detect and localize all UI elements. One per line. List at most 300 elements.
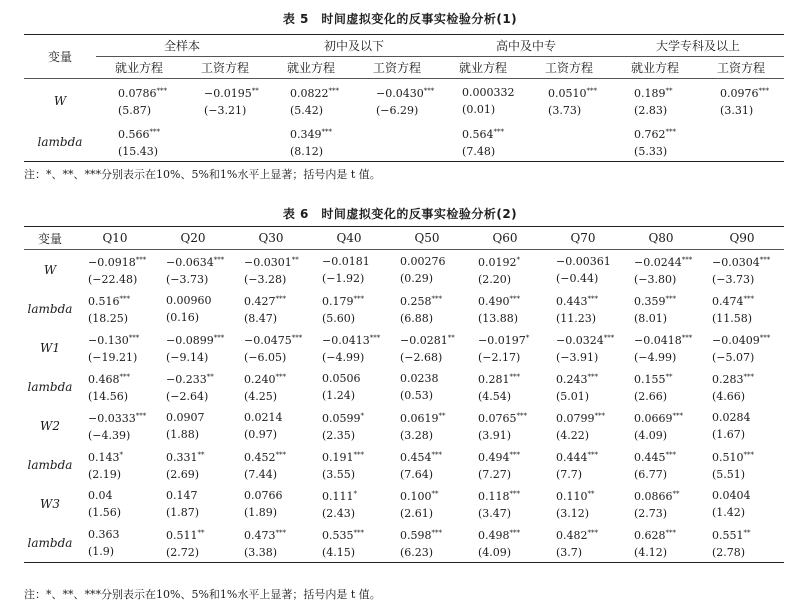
- coefficient-value: −0.233**: [166, 372, 214, 386]
- coefficient-value: −0.0409***: [712, 333, 771, 347]
- coefficient-value: 0.00960: [166, 293, 212, 307]
- table5-var-header: 变量: [24, 35, 96, 79]
- coefficient-value: 0.0866**: [634, 489, 680, 503]
- t-value: (1.88): [166, 427, 200, 441]
- t-value: (6.88): [400, 311, 434, 325]
- t-value: (13.88): [478, 311, 519, 325]
- table-cell: [232, 289, 310, 328]
- coefficient-value: −0.0418***: [634, 333, 693, 347]
- coefficient-value: 0.598***: [400, 528, 442, 542]
- t-value: (−3.73): [712, 272, 755, 286]
- coefficient-value: 0.566***: [118, 128, 160, 141]
- table-cell: [154, 367, 232, 406]
- t-value: (3.7): [556, 545, 583, 559]
- table-cell: [310, 289, 388, 328]
- coefficient-value: −0.0634***: [166, 255, 225, 269]
- coefficient-value: 0.427***: [244, 294, 286, 308]
- t-value: (−3.21): [204, 104, 247, 117]
- coefficient-value: 0.628***: [634, 528, 676, 542]
- column-header: Q20: [154, 227, 232, 250]
- table-cell: [232, 523, 310, 563]
- table-cell: [182, 120, 268, 162]
- table-cell: [388, 406, 466, 445]
- t-value: (7.7): [556, 467, 583, 481]
- coefficient-value: 0.762***: [634, 128, 677, 141]
- t-value: (6.23): [400, 545, 434, 559]
- t-value: (8.01): [634, 311, 668, 325]
- coefficient-value: 0.147: [166, 488, 198, 502]
- coefficient-value: 0.445***: [634, 450, 676, 464]
- table-cell: [700, 484, 784, 523]
- coefficient-value: 0.0599*: [322, 411, 364, 425]
- t-value: (4.15): [322, 545, 356, 559]
- column-header: Q70: [544, 227, 622, 250]
- coefficient-value: 0.179***: [322, 294, 364, 308]
- column-header: Q50: [388, 227, 466, 250]
- coefficient-value: −0.0181: [322, 254, 370, 268]
- t-value: (4.66): [712, 389, 746, 403]
- t-value: (−5.07): [712, 350, 755, 364]
- table-cell: [232, 367, 310, 406]
- coefficient-value: 0.0214: [244, 410, 283, 424]
- table-cell: [440, 120, 526, 162]
- table-cell: [466, 406, 544, 445]
- table-cell: [154, 328, 232, 367]
- coefficient-value: 0.0766: [244, 488, 283, 502]
- t-value: (5.51): [712, 467, 746, 481]
- t-value: (3.12): [556, 506, 590, 520]
- coefficient-value: 0.535***: [322, 528, 364, 542]
- t-value: (1.87): [166, 505, 200, 519]
- coefficient-value: 0.0786***: [118, 87, 167, 100]
- coefficient-value: 0.0799***: [556, 411, 605, 425]
- table-cell: [76, 484, 154, 523]
- coefficient-value: 0.359***: [634, 294, 676, 308]
- table-cell: [76, 445, 154, 484]
- table-cell: [154, 289, 232, 328]
- t-value: (3.31): [720, 104, 754, 117]
- t-value: (−3.28): [244, 272, 287, 286]
- table-cell: [622, 289, 700, 328]
- table-cell: [354, 79, 440, 121]
- table5-group-header: 高中及中专: [440, 35, 612, 57]
- coefficient-value: 0.243***: [556, 372, 598, 386]
- table-cell: [76, 250, 154, 290]
- t-value: (8.47): [244, 311, 278, 325]
- table5-subheader: 就业方程: [612, 57, 698, 79]
- table-cell: [526, 79, 612, 121]
- coefficient-value: 0.0404: [712, 488, 751, 502]
- coefficient-value: 0.258***: [400, 294, 442, 308]
- table-cell: [232, 445, 310, 484]
- table-cell: [622, 250, 700, 290]
- table-cell: [544, 406, 622, 445]
- coefficient-value: 0.0976***: [720, 87, 770, 100]
- coefficient-value: −0.0304***: [712, 255, 771, 269]
- coefficient-value: 0.0822***: [290, 87, 340, 100]
- table6-note: 注：*、**、***分别表示在10%、5%和1%水平上显著；括号内是 t 值。: [24, 588, 381, 601]
- coefficient-value: 0.0619**: [400, 411, 446, 425]
- table-cell: [76, 406, 154, 445]
- coefficient-value: 0.189**: [634, 87, 673, 100]
- table-row: [24, 289, 784, 328]
- t-value: (−6.29): [376, 104, 419, 117]
- table-cell: [182, 79, 268, 121]
- table-cell: [310, 250, 388, 290]
- table-cell: [440, 79, 526, 121]
- t-value: (1.89): [244, 505, 278, 519]
- coefficient-value: 0.511**: [166, 528, 205, 542]
- coefficient-value: 0.111*: [322, 489, 357, 503]
- coefficient-value: 0.510***: [712, 450, 754, 464]
- table5-group-header: 全样本: [96, 35, 268, 57]
- table-row: [24, 484, 784, 523]
- t-value: (−2.64): [166, 389, 209, 403]
- coefficient-value: 0.155**: [634, 372, 673, 386]
- t-value: (5.33): [634, 145, 668, 158]
- t-value: (8.12): [290, 145, 324, 158]
- coefficient-value: 0.0192*: [478, 255, 520, 269]
- t-value: (−1.92): [322, 271, 365, 285]
- coefficient-value: −0.0281**: [400, 333, 455, 347]
- table-cell: [466, 289, 544, 328]
- coefficient-value: 0.240***: [244, 372, 286, 386]
- t-value: (4.25): [244, 389, 278, 403]
- coefficient-value: 0.468***: [88, 372, 130, 386]
- coefficient-value: 0.494***: [478, 450, 520, 464]
- t-value: (2.78): [712, 545, 746, 559]
- table-cell: [466, 250, 544, 290]
- t-value: (4.22): [556, 428, 590, 442]
- row-label: W1: [40, 340, 60, 355]
- row-label: lambda: [37, 135, 83, 149]
- t-value: (2.69): [166, 467, 200, 481]
- coefficient-value: −0.0918***: [88, 255, 147, 269]
- t-value: (5.42): [290, 104, 324, 117]
- table-cell: [310, 523, 388, 563]
- coefficient-value: 0.04: [88, 488, 113, 502]
- table-cell: [76, 523, 154, 563]
- table5-caption: 表 5 时间虚拟变化的反事实检验分析(1): [282, 12, 518, 26]
- coefficient-value: 0.283***: [712, 372, 754, 386]
- table-cell: [310, 484, 388, 523]
- table-cell: [354, 120, 440, 162]
- table-cell: [544, 445, 622, 484]
- table-cell: [388, 367, 466, 406]
- t-value: (5.01): [556, 389, 590, 403]
- table-row: [24, 79, 784, 121]
- table-cell: [544, 367, 622, 406]
- table-cell: [232, 250, 310, 290]
- column-header: Q60: [466, 227, 544, 250]
- t-value: (−2.68): [400, 350, 443, 364]
- t-value: (5.87): [118, 104, 152, 117]
- table-cell: [526, 120, 612, 162]
- row-label: W: [43, 262, 57, 277]
- row-label: lambda: [27, 379, 73, 394]
- coefficient-value: 0.000332: [462, 86, 515, 99]
- column-header: Q10: [76, 227, 154, 250]
- t-value: (3.28): [400, 428, 434, 442]
- table-cell: [388, 289, 466, 328]
- table-row: [24, 406, 784, 445]
- t-value: (2.43): [322, 506, 356, 520]
- table-cell: [622, 328, 700, 367]
- coefficient-value: 0.191***: [322, 450, 364, 464]
- coefficient-value: 0.363: [88, 527, 120, 541]
- t-value: (2.19): [88, 467, 122, 481]
- t-value: (18.25): [88, 311, 129, 325]
- coefficient-value: −0.0197*: [478, 333, 530, 347]
- table5-subheader: 工资方程: [526, 57, 612, 79]
- table-cell: [544, 328, 622, 367]
- t-value: (2.61): [400, 506, 434, 520]
- coefficient-value: 0.143*: [88, 450, 123, 464]
- table-cell: [388, 328, 466, 367]
- table-cell: [310, 445, 388, 484]
- table-cell: [700, 250, 784, 290]
- t-value: (4.54): [478, 389, 512, 403]
- t-value: (7.64): [400, 467, 434, 481]
- t-value: (−4.99): [322, 350, 365, 364]
- row-label: lambda: [27, 535, 73, 550]
- t-value: (14.56): [88, 389, 129, 403]
- t-value: (−4.39): [88, 428, 131, 442]
- t-value: (−2.17): [478, 350, 521, 364]
- table-cell: [700, 406, 784, 445]
- coefficient-value: 0.0506: [322, 371, 361, 385]
- table-cell: [310, 367, 388, 406]
- t-value: (3.73): [548, 104, 582, 117]
- table-cell: [612, 79, 698, 121]
- t-value: (2.20): [478, 272, 512, 286]
- coefficient-value: 0.564***: [462, 128, 505, 141]
- coefficient-value: 0.349***: [290, 128, 333, 141]
- coefficient-value: 0.118***: [478, 489, 520, 503]
- table-cell: [76, 367, 154, 406]
- t-value: (−22.48): [88, 272, 138, 286]
- t-value: (4.12): [634, 545, 668, 559]
- row-label: lambda: [27, 457, 73, 472]
- table-cell: [310, 406, 388, 445]
- table-cell: [612, 120, 698, 162]
- table-cell: [698, 79, 784, 121]
- coefficient-value: −0.0475***: [244, 333, 303, 347]
- t-value: (1.67): [712, 427, 746, 441]
- table-cell: [700, 445, 784, 484]
- t-value: (−4.99): [634, 350, 677, 364]
- coefficient-value: 0.443***: [556, 294, 598, 308]
- table-cell: [154, 484, 232, 523]
- table-cell: [700, 328, 784, 367]
- coefficient-value: −0.0195**: [204, 87, 259, 100]
- table-cell: [544, 250, 622, 290]
- table-cell: [232, 406, 310, 445]
- coefficient-value: 0.516***: [88, 294, 130, 308]
- t-value: (−3.73): [166, 272, 209, 286]
- table5-subheader: 就业方程: [96, 57, 182, 79]
- t-value: (3.55): [322, 467, 356, 481]
- coefficient-value: −0.0413***: [322, 333, 381, 347]
- t-value: (11.23): [556, 311, 597, 325]
- table-cell: [700, 367, 784, 406]
- coefficient-value: 0.498***: [478, 528, 520, 542]
- table-row: [24, 120, 784, 162]
- coefficient-value: −0.130***: [88, 333, 140, 347]
- coefficient-value: 0.00276: [400, 254, 446, 268]
- coefficient-value: −0.0244***: [634, 255, 693, 269]
- coefficient-value: −0.00361: [556, 254, 611, 268]
- t-value: (5.60): [322, 311, 356, 325]
- table-cell: [466, 484, 544, 523]
- coefficient-value: 0.482***: [556, 528, 598, 542]
- t-value: (11.58): [712, 311, 753, 325]
- column-header: Q30: [232, 227, 310, 250]
- coefficient-value: 0.0765***: [478, 411, 527, 425]
- table-row: [24, 250, 784, 290]
- t-value: (1.9): [88, 544, 115, 558]
- t-value: (1.42): [712, 505, 746, 519]
- coefficient-value: −0.0333***: [88, 411, 147, 425]
- table-cell: [466, 523, 544, 563]
- t-value: (−19.21): [88, 350, 138, 364]
- table-cell: [698, 120, 784, 162]
- table-cell: [388, 523, 466, 563]
- coefficient-value: −0.0899***: [166, 333, 225, 347]
- table-cell: [544, 289, 622, 328]
- coefficient-value: 0.490***: [478, 294, 520, 308]
- table5-subheader: 就业方程: [268, 57, 354, 79]
- row-label: W2: [40, 418, 60, 433]
- t-value: (2.72): [166, 545, 200, 559]
- table-cell: [544, 484, 622, 523]
- table5-group-header: 大学专科及以上: [612, 35, 784, 57]
- table5-subheader: 工资方程: [698, 57, 784, 79]
- table-cell: [268, 120, 354, 162]
- table-cell: [76, 289, 154, 328]
- coefficient-value: 0.331**: [166, 450, 205, 464]
- coefficient-value: −0.0324***: [556, 333, 615, 347]
- t-value: (15.43): [118, 145, 159, 158]
- t-value: (6.77): [634, 467, 668, 481]
- t-value: (−9.14): [166, 350, 209, 364]
- t-value: (1.56): [88, 505, 122, 519]
- table-cell: [268, 79, 354, 121]
- t-value: (7.48): [462, 145, 496, 158]
- table-cell: [700, 523, 784, 563]
- t-value: (4.09): [634, 428, 668, 442]
- table5: [24, 34, 784, 162]
- table-cell: [622, 367, 700, 406]
- t-value: (4.09): [478, 545, 512, 559]
- table5-subheader: 工资方程: [182, 57, 268, 79]
- table5-subheader: 工资方程: [354, 57, 440, 79]
- table-cell: [700, 289, 784, 328]
- table-cell: [466, 445, 544, 484]
- table-cell: [154, 523, 232, 563]
- table-cell: [466, 367, 544, 406]
- coefficient-value: 0.0907: [166, 410, 205, 424]
- table6-var-header: 变量: [24, 227, 76, 250]
- t-value: (7.44): [244, 467, 278, 481]
- coefficient-value: 0.452***: [244, 450, 286, 464]
- column-header: Q90: [700, 227, 784, 250]
- t-value: (3.91): [478, 428, 512, 442]
- coefficient-value: −0.0301**: [244, 255, 299, 269]
- coefficient-value: 0.0238: [400, 371, 439, 385]
- table-cell: [544, 523, 622, 563]
- coefficient-value: 0.281***: [478, 372, 520, 386]
- t-value: (7.27): [478, 467, 512, 481]
- coefficient-value: 0.473***: [244, 528, 286, 542]
- t-value: (1.24): [322, 388, 356, 402]
- table-cell: [96, 120, 182, 162]
- table-cell: [232, 484, 310, 523]
- table5-group-header: 初中及以下: [268, 35, 440, 57]
- table-cell: [622, 406, 700, 445]
- table-cell: [622, 445, 700, 484]
- row-label: W3: [40, 496, 60, 511]
- table-cell: [388, 484, 466, 523]
- table6: [24, 226, 784, 563]
- t-value: (−0.44): [556, 271, 599, 285]
- t-value: (2.66): [634, 389, 668, 403]
- table-cell: [622, 523, 700, 563]
- coefficient-value: 0.100**: [400, 489, 439, 503]
- row-label: W: [53, 94, 67, 108]
- table-cell: [466, 328, 544, 367]
- coefficient-value: 0.0669***: [634, 411, 683, 425]
- coefficient-value: 0.551**: [712, 528, 751, 542]
- table-cell: [154, 250, 232, 290]
- t-value: (−3.91): [556, 350, 599, 364]
- table-cell: [622, 484, 700, 523]
- t-value: (2.73): [634, 506, 668, 520]
- table-cell: [232, 328, 310, 367]
- table-cell: [96, 79, 182, 121]
- t-value: (3.47): [478, 506, 512, 520]
- t-value: (3.38): [244, 545, 278, 559]
- row-label: lambda: [27, 301, 73, 316]
- table-cell: [388, 250, 466, 290]
- table-row: [24, 367, 784, 406]
- t-value: (0.29): [400, 271, 434, 285]
- column-header: Q80: [622, 227, 700, 250]
- t-value: (0.01): [462, 103, 496, 116]
- coefficient-value: 0.444***: [556, 450, 598, 464]
- coefficient-value: 0.0510***: [548, 87, 598, 100]
- t-value: (2.83): [634, 104, 668, 117]
- coefficient-value: 0.474***: [712, 294, 754, 308]
- t-value: (0.97): [244, 427, 278, 441]
- table-cell: [388, 445, 466, 484]
- coefficient-value: −0.0430***: [376, 87, 435, 100]
- table-cell: [76, 328, 154, 367]
- t-value: (0.53): [400, 388, 434, 402]
- coefficient-value: 0.454***: [400, 450, 442, 464]
- t-value: (2.35): [322, 428, 356, 442]
- table-row: [24, 523, 784, 563]
- table-cell: [154, 406, 232, 445]
- column-header: Q40: [310, 227, 388, 250]
- table-cell: [310, 328, 388, 367]
- coefficient-value: 0.110**: [556, 489, 595, 503]
- t-value: (−6.05): [244, 350, 287, 364]
- table5-subheader: 就业方程: [440, 57, 526, 79]
- table-cell: [154, 445, 232, 484]
- table-row: [24, 328, 784, 367]
- coefficient-value: 0.0284: [712, 410, 751, 424]
